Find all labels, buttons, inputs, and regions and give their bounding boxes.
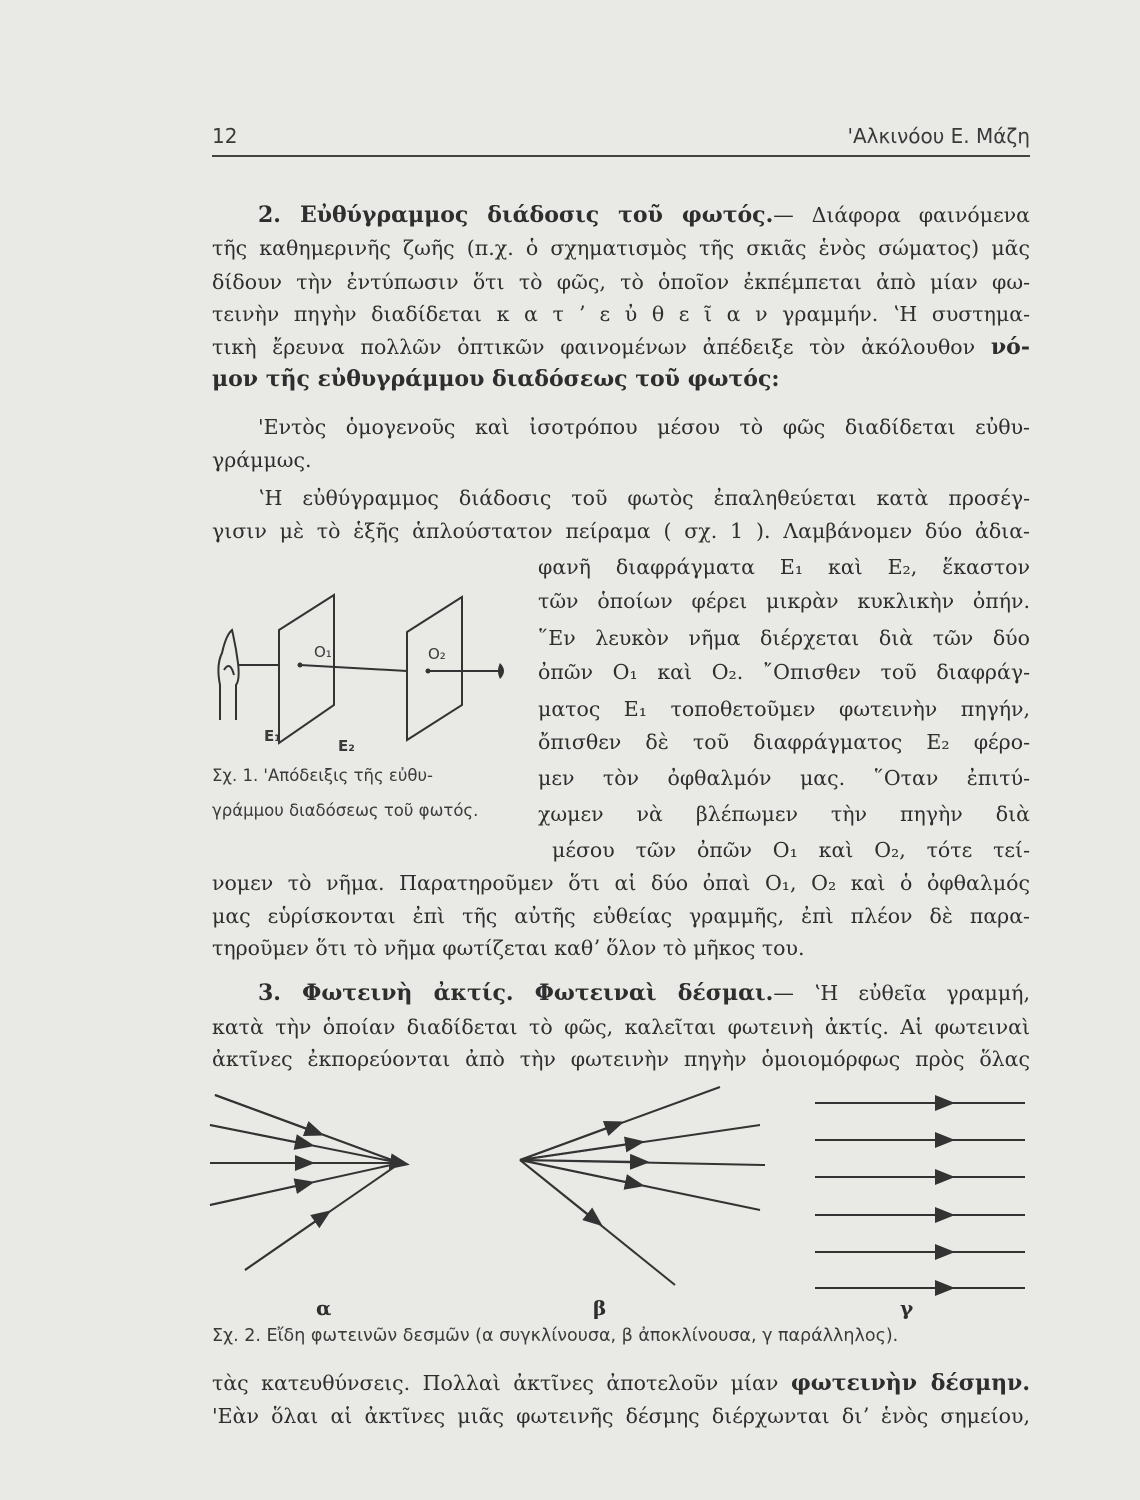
- bold-text: νό-: [990, 334, 1030, 360]
- label-gamma: γ: [900, 1296, 914, 1320]
- eye-icon: [498, 663, 504, 679]
- section2-heading-line: [258, 202, 1030, 228]
- label-o1: O₁: [314, 643, 332, 661]
- text-line: [212, 1370, 1030, 1396]
- diaphragm-e2: [407, 597, 462, 740]
- law-statement: 'Εντὸς ὁμογενοῦς καὶ ἰσοτρόπου μέσου τὸ φῶς διαδίδεται εὐθυ-: [258, 415, 1030, 439]
- diverging-beam: [520, 1087, 765, 1285]
- text: τικὴ ἔρευνα πολλῶν ὀπτικῶν φαινομένων ἀπέδειξε τὸν ἀκόλουθον: [212, 335, 976, 359]
- section-heading: 2. Εὐθύγραμμος διάδοσις τοῦ φωτός.: [258, 202, 774, 228]
- hole-o2: [426, 669, 431, 674]
- figure2-caption: Σχ. 2. Εἴδη φωτεινῶν δεσμῶν (α συγκλίνουσα, β ἀποκλίνουσα, γ παράλληλος).: [212, 1326, 899, 1346]
- text-line: [212, 334, 1030, 360]
- text-line: τῶν ὁποίων φέρει μικρὰν κυκλικὴν ὀπήν.: [538, 589, 1030, 613]
- text-line: ʽΗ εὐθύγραμμος διάδοσις τοῦ φωτὸς ἐπαληθεύεται κατὰ προσέγ-: [258, 486, 1030, 510]
- figure1-caption: γράμμου διαδόσεως τοῦ φωτός.: [212, 801, 479, 820]
- bold-text: φωτεινὴν δέσμην.: [790, 1370, 1030, 1396]
- running-title: 'Αλκινόου Ε. Μάζη: [847, 124, 1030, 148]
- text-line: τηροῦμεν ὅτι τὸ νῆμα φωτίζεται καθʼ ὅλον τὸ μῆκος του.: [212, 936, 805, 960]
- converging-beam: [210, 1095, 400, 1270]
- label-e2: E₂: [338, 737, 355, 755]
- label-alpha: α: [316, 1296, 332, 1320]
- hole-o1: [298, 663, 303, 668]
- parallel-beam: [815, 1103, 1025, 1288]
- text-line: φανῆ διαφράγματα E₁ καὶ E₂, ἕκαστον: [538, 555, 1030, 579]
- text-line: γισιν μὲ τὸ ἑξῆς ἁπλούστατον πείραμα ( σχ. 1 ). Λαμβάνομεν δύο ἀδια-: [212, 519, 1030, 543]
- text-line: νομεν τὸ νῆμα. Παρατηροῦμεν ὅτι αἱ δύο ὀπαὶ O₁, O₂ καὶ ὁ ὀφθαλμός: [212, 871, 1030, 895]
- page-number: 12: [212, 124, 238, 148]
- text-line: ῞Εν λευκὸν νῆμα διέρχεται διὰ τῶν δύο: [538, 626, 1030, 650]
- text-line: ὀπῶν O₁ καὶ O₂. ῎Οπισθεν τοῦ διαφράγ-: [538, 660, 1030, 684]
- text-line: 'Εὰν ὅλαι αἱ ἀκτῖνες μιᾶς φωτεινῆς δέσμης διέρχωνται διʼ ἑνὸς σημείου,: [212, 1404, 1030, 1428]
- text-line: μεν τὸν ὀφθαλμόν μας. ῞Οταν ἐπιτύ-: [538, 766, 1030, 790]
- section3-heading-line: [258, 980, 1030, 1006]
- text: — ʽΗ εὐθεῖα γραμμή,: [773, 981, 1030, 1005]
- text-line: τεινὴν πηγὴν διαδίδεται κ α τ ʼ ε ὐ θ ε ῖ α ν γραμμήν. ʽΗ συστημα-: [212, 302, 1030, 326]
- text-line: ματος E₁ τοποθετοῦμεν φωτεινὴν πηγήν,: [538, 697, 1030, 721]
- label-beta: β: [593, 1296, 607, 1320]
- law-title-line: [212, 366, 1030, 392]
- text-line: μας εὑρίσκονται ἐπὶ τῆς αὐτῆς εὐθείας γραμμῆς, ἐπὶ πλέον δὲ παρα-: [212, 904, 1030, 928]
- thread: [300, 665, 407, 671]
- text-line: γράμμως.: [212, 448, 312, 472]
- law-title: μον τῆς εὐθυγράμμου διαδόσεως τοῦ φωτός:: [212, 366, 780, 392]
- header-rule: [212, 155, 1030, 157]
- figure1-diagram: [212, 585, 542, 760]
- candle-icon: [218, 630, 238, 720]
- figure2-diagram: [205, 1085, 1035, 1300]
- text: τὰς κατευθύνσεις. Πολλαὶ ἀκτῖνες ἀποτελοῦν μίαν: [212, 1371, 779, 1395]
- text-line: ὄπισθεν δὲ τοῦ διαφράγματος E₂ φέρο-: [538, 730, 1030, 754]
- text-line: κατὰ τὴν ὁποίαν διαδίδεται τὸ φῶς, καλεῖται φωτεινὴ ἀκτίς. Αἱ φωτειναὶ: [212, 1015, 1030, 1039]
- label-o2: O₂: [428, 645, 446, 663]
- text-line: τῆς καθημερινῆς ζωῆς (π.χ. ὁ σχηματισμὸς τῆς σκιᾶς ἑνὸς σώματος) μᾶς: [212, 236, 1030, 260]
- section-heading: 3. Φωτεινὴ ἀκτίς. Φωτειναὶ δέσμαι.: [258, 980, 774, 1006]
- diaphragm-e1: [279, 595, 334, 743]
- label-e1: E₁: [264, 727, 281, 745]
- text: — Διάφορα φαινόμενα: [773, 203, 1030, 227]
- text-line: μέσου τῶν ὀπῶν O₁ καὶ O₂, τότε τεί-: [552, 838, 1030, 862]
- text-line: δίδουν τὴν ἐντύπωσιν ὅτι τὸ φῶς, τὸ ὁποῖον ἐκπέμπεται ἀπὸ μίαν φω-: [212, 270, 1030, 294]
- figure1-caption: Σχ. 1. 'Απόδειξις τῆς εὐθυ-: [212, 766, 433, 785]
- text-line: ἀκτῖνες ἐκπορεύονται ἀπὸ τὴν φωτεινὴν πηγὴν ὁμοιομόρφως πρὸς ὅλας: [212, 1047, 1030, 1071]
- text-line: χωμεν νὰ βλέπωμεν τὴν πηγὴν διὰ: [538, 802, 1030, 826]
